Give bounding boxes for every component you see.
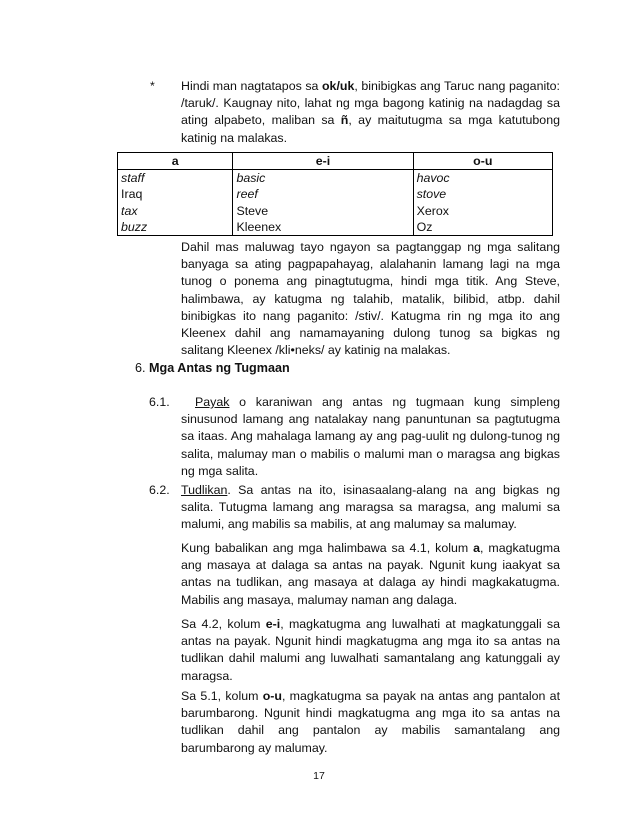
paragraph-kolum-a: Kung babalikan ang mga halimbawa sa 4.1, kolum a, magkatugma ang masaya at dalaga sa antas na payak. Ngunit kung iaakyat sa antas na tudlikan, ang masaya at dalaga ay hindi magkakatugma. Mabilis ang masaya, malumay naman ang dalaga.: [181, 541, 560, 607]
table-cell: Steve: [233, 203, 413, 219]
subsection-number: 6.1.: [149, 395, 170, 409]
term-payak: Payak: [195, 395, 230, 409]
subsection-tudlikan: Tudlikan. Sa antas na ito, isinasaalang-alang na ang bigkas ng salita. Tutugma lamang ang maragsa sa maragsa, ang malumi sa malumi, ang mabilis sa mabilis, at ang malumay sa malumay.: [181, 483, 560, 532]
table-cell: buzz: [118, 219, 233, 236]
table-header-row: [118, 153, 553, 170]
table-cell: Xerox: [413, 203, 552, 219]
table-row: [118, 170, 553, 187]
asterisk-bullet: *: [150, 79, 155, 93]
table-cell: havoc: [413, 170, 552, 187]
subsection-number: 6.2.: [149, 483, 170, 497]
header-o-u: o-u: [413, 153, 552, 170]
table-cell: stove: [413, 186, 552, 202]
table-cell: tax: [118, 203, 233, 219]
subsection-payak: Payak o karaniwan ang antas ng tugmaan kung simpleng sinusunod lamang ang natalakay nang panuntunan sa pagtutugma sa itaas. Ang mahalaga lamang ay ang pag-uulit ng dulong-tunog ng salita, malumay man o mabilis o malumi man o maragsa ang bigkas ng mga salita.: [181, 395, 560, 478]
rhyme-table: [117, 152, 553, 236]
table-cell: Kleenex: [233, 219, 413, 236]
table-cell: Oz: [413, 219, 552, 236]
table-row: [118, 186, 553, 202]
table-cell: reef: [233, 186, 413, 202]
table-cell: staff: [118, 170, 233, 187]
page-number: 17: [313, 770, 325, 782]
header-e-i: e-i: [233, 153, 413, 170]
section-number: 6.: [135, 361, 146, 375]
paragraph-kolum-o-u: Sa 5.1, kolum o-u, magkatugma sa payak na antas ang pantalon at barumbarong. Ngunit hindi magkatugma ang mga ito sa antas na tudlikan dahil ang pantalon ay mabilis samantalang ang barumbarong ay malumay.: [181, 689, 561, 755]
table-row: [118, 219, 553, 236]
table-row: [118, 203, 553, 219]
table-cell: Iraq: [118, 186, 233, 202]
paragraph-kolum-e-i: Sa 4.2, kolum e-i, magkatugma ang luwalhati at magkatunggali sa antas na payak. Ngunit hindi magkatugma ang mga ito sa antas na tudlikan dahil malumi ang luwalhati samantalang ang katunggali ay maragsa.: [181, 617, 560, 683]
header-a: a: [118, 153, 233, 170]
section-heading: [135, 360, 290, 377]
note-paragraph: Hindi man nagtatapos sa ok/uk, binibigkas ang Taruc nang paganito: /taruk/. Kaugnay nito, lahat ng mga bagong katinig na nadagdag sa ating alpabeto, maliban sa ñ, ay maitutugma sa mga katutubong katinig na malakas.: [181, 79, 560, 145]
section-title: Mga Antas ng Tugmaan: [149, 361, 290, 375]
table-cell: basic: [233, 170, 413, 187]
paragraph-after-table: Dahil mas maluwag tayo ngayon sa pagtanggap ng mga salitang banyaga sa ating pagpapahayag, alalahanin lamang lagi na mga tunog o ponema ang pinagtutugma, hindi mga titik. Ang Steve, halimbawa, ay katugma ng talahib, matalik, bilibid, atbp. dahil binibigkas ito nang paganito: /stiv/. Katugma rin ng mga ito ang Kleenex dahil ang namamayaning dulong tunog sa bigkas ng salitang Kleenex /kli•neks/ ay katinig na malakas.: [181, 240, 560, 358]
term-tudlikan: Tudlikan: [181, 483, 228, 497]
